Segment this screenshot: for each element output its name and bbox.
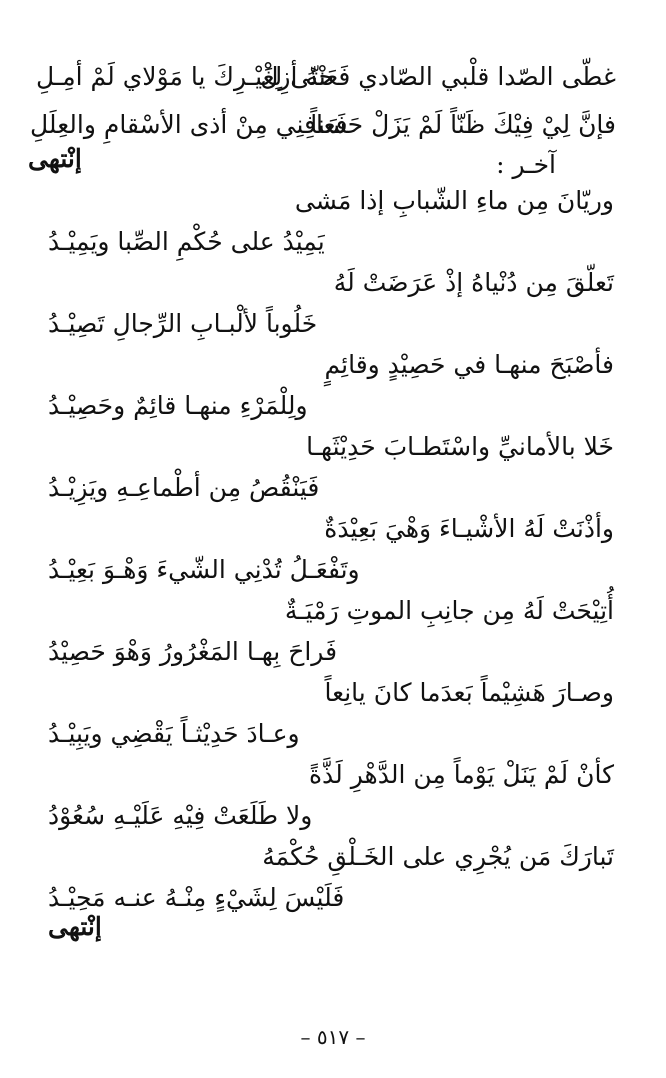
poem2-line: يَمِيْدُ على حُكْمِ الصِّبا ويَمِيْـدُ xyxy=(48,227,325,256)
poem2-line: فأصْبَحَ منهـا في حَصِيْدٍ وقائِمٍ xyxy=(324,350,614,379)
poem2-line: وعـادَ حَدِيْثـاً يَقْضِي ويَبِيْـدُ xyxy=(48,719,300,748)
poem2-line: وأذْنَتْ لَهُ الأشْيـاءَ وَهْيَ بَعِيْدَةٌ xyxy=(324,514,614,543)
poem2-end-marker: إنْتهى xyxy=(48,912,102,941)
poem2-line: فَلَيْسَ لِشَيْءٍ مِنْـهُ عنـه مَحِيْـدُ xyxy=(48,883,345,912)
page-number: – ٥١٧ – xyxy=(300,1025,366,1049)
poem1-verse1-first-hemistich: غطّى الصّدا قلْبي الصّادي فَعَنْهُ أزِلْ xyxy=(260,62,616,91)
poem2-heading: آخـر : xyxy=(496,150,556,179)
poem2-line: أُتِيْحَتْ لَهُ مِن جانِبِ الموتِ رَمْيَـةٌ xyxy=(284,596,614,625)
poem1-verse2-second-hemistich: فَعافِنِي مِنْ أذى الأسْقامِ والعِلَلِ xyxy=(30,110,348,139)
poem2-line: وتَفْعَـلُ تُدْنِي الشّيءَ وَهْـوَ بَعِيْـدُ xyxy=(48,555,360,584)
poem2-line: خَلا بالأمانيِّ واسْتَطـابَ حَدِيْثَهـا xyxy=(306,432,614,461)
poem2-line: تَعلّقَ مِن دُنْياهُ إذْ عَرَضَتْ لَهُ xyxy=(333,268,614,297)
poem2-line: وريّانَ مِن ماءِ الشّبابِ إذا مَشى xyxy=(294,186,614,215)
poem1-verse1-second-hemistich: حتّى لِغَيْـرِكَ يا مَوْلاي لَمْ أمِـلِ xyxy=(36,62,335,91)
poem2-line: خَلُوباً لألْبـابِ الرِّجالِ تَصِيْـدُ xyxy=(48,309,318,338)
poem2-line: كأنْ لَمْ يَنَلْ يَوْماً مِن الدَّهْرِ لَذَّةً xyxy=(308,760,614,789)
poem2-line: فَراحَ بِهـا المَغْرُورُ وَهْوَ حَصِيْدُ xyxy=(48,637,338,666)
poem2-line: ولا طَلَعَتْ فِيْهِ عَلَيْـهِ سُعُوْدُ xyxy=(48,801,313,830)
poem2-line: وصـارَ هَشِيْماً بَعدَما كانَ يانِعاً xyxy=(324,678,614,707)
poem2-line: فَيَنْقُصُ مِن أطْماعِـهِ ويَزِيْـدُ xyxy=(48,473,320,502)
poem2-line: ولِلْمَرْءِ منهـا قائِمٌ وحَصِيْـدُ xyxy=(48,391,308,420)
poem1-end-marker: إنْتهى xyxy=(28,144,82,173)
poem1-verse2-first-hemistich: فإنَّ لِيْ فِيْكَ ظَنّاً لَمْ يَزَلْ حَسَناً xyxy=(310,110,616,139)
poem2-line: تَبارَكَ مَن يُجْرِي على الخَـلْقِ حُكْمَهُ xyxy=(262,842,614,871)
